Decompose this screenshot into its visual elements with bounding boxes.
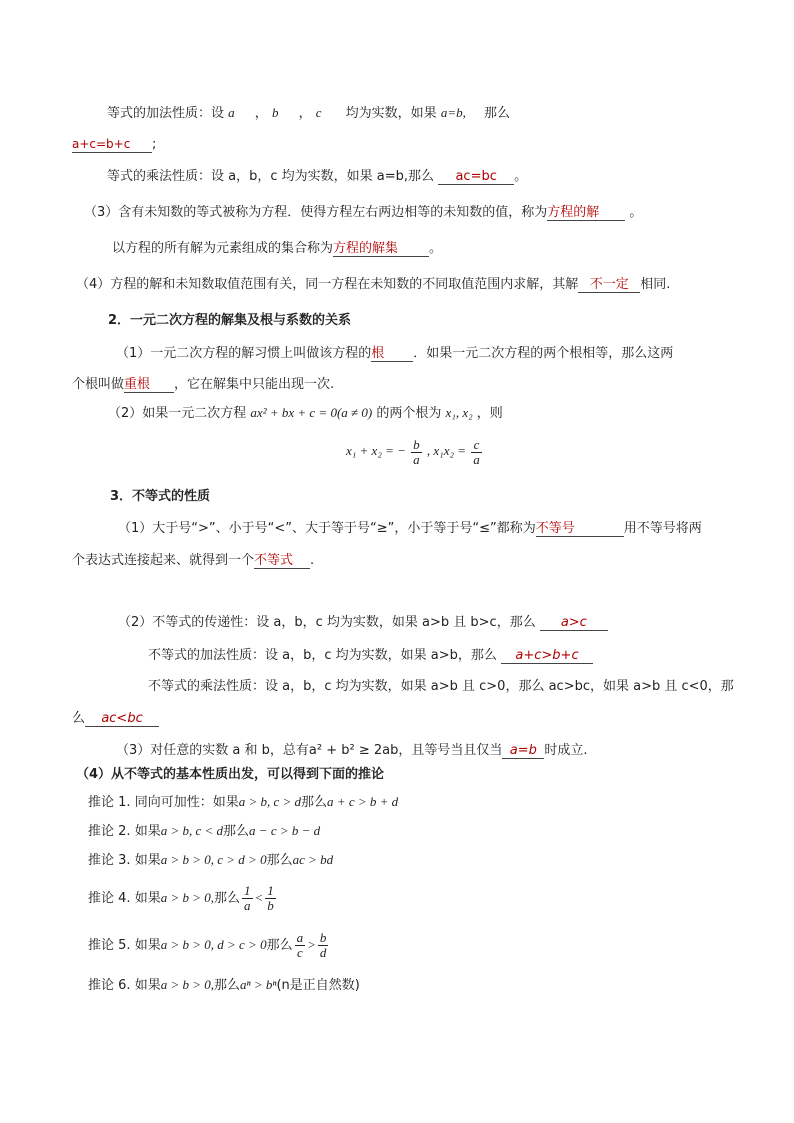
answer-blank: a+c=b+c (72, 137, 152, 153)
text: （3）含有未知数的等式被称为方程．使得方程左右两边相等的未知数的值，称为 (84, 205, 548, 220)
text: 那么 (266, 853, 293, 868)
text: 不等式的加法性质：设 a，b，c 均为实数，如果 a>b，那么 (148, 648, 497, 663)
text: （1）一元二次方程的解习惯上叫做该方程的 (116, 346, 372, 361)
solution-set-definition (112, 240, 442, 258)
text: 的两个根为 (376, 406, 442, 421)
text: 时成立. (544, 743, 588, 758)
double-root-definition (72, 376, 334, 394)
answer-blank: 不等式 (254, 553, 310, 569)
inequality-definition (72, 552, 314, 570)
text: ．如果一元二次方程的两个根相等，那么这两 (413, 346, 674, 361)
separator: ， (298, 106, 312, 121)
text: 个根叫做 (72, 377, 125, 392)
answer-blank: a+c>b+c (501, 648, 593, 664)
corollary-2 (88, 822, 320, 841)
corollary-label: 推论 1. (88, 795, 131, 810)
text: ，它在解集中只能出现一次. (174, 377, 335, 392)
answer-blank: ac<bc (85, 711, 159, 727)
corollary-label: 推论 4. (88, 891, 131, 906)
text: 等式的乘法性质：设 a，b，c 均为实数，如果 a=b,那么 (107, 169, 435, 184)
corollary-4 (88, 882, 278, 915)
text: 均为实数，如果 (345, 106, 437, 121)
note: (n是正自然数) (276, 978, 360, 993)
text: （3）对任意的实数 a 和 b，总有a² + b² ≥ 2ab，且等号当且仅当 (116, 743, 503, 758)
result: a + c > b + d (327, 794, 399, 809)
text: （4）方程的解和未知数取值范围有关，同一方程在未知数的不同取值范围内求解，其解 (76, 277, 579, 292)
equality-addition-answer-line (72, 136, 156, 154)
denominator: b (267, 898, 274, 913)
corollary-3 (88, 851, 333, 870)
roots: x₁, x₂ (445, 405, 473, 420)
text: （2）如果一元二次方程 (108, 406, 247, 421)
corollary-label: 推论 5. (88, 938, 131, 953)
condition: a > b, c > d (238, 794, 302, 809)
text: 那么 (266, 938, 293, 953)
numerator: 1 (267, 883, 274, 898)
corollary-label: 推论 3. (88, 853, 131, 868)
text: 如果 (134, 824, 161, 839)
corollary-6 (88, 976, 360, 995)
operator: > (307, 937, 316, 952)
product-of-roots: , x₁x₂ = (426, 443, 467, 458)
text: 那么 (223, 824, 250, 839)
text: 如果 (134, 853, 161, 868)
text: ，则 (476, 406, 503, 421)
sum-of-roots: x₁ + x₂ = − (346, 443, 406, 458)
inequality-symbols (118, 520, 702, 538)
am-gm-inequality (116, 742, 587, 760)
equation-definition (84, 204, 642, 222)
condition: a=b, (440, 105, 466, 120)
condition: a > b > 0, (160, 977, 214, 992)
fraction (318, 931, 329, 960)
text: 用不等号将两 (623, 521, 702, 536)
text: 相同. (640, 277, 671, 292)
inequality-addition-property (148, 647, 593, 665)
answer-blank: 根 (371, 346, 413, 362)
text: 同向可加性：如果 (134, 795, 239, 810)
answer-blank: 重根 (124, 377, 174, 393)
numerator: b (413, 436, 420, 452)
condition: a > b > 0, d > c > 0 (160, 937, 267, 952)
result: aⁿ > bⁿ (240, 977, 277, 992)
numerator: b (319, 930, 327, 945)
answer-blank: 不一定 (578, 277, 640, 293)
inequality-multiplication-answer (72, 710, 159, 728)
text: 么 (72, 711, 86, 726)
text: . (310, 553, 315, 568)
text: 如果 (134, 978, 161, 993)
denominator: a (473, 451, 480, 467)
var-c: c (315, 105, 322, 120)
solution-range-note (76, 276, 670, 294)
text: 那么 (214, 978, 241, 993)
text: 。 (429, 241, 443, 256)
answer-blank: a=b (502, 743, 544, 759)
fraction (411, 438, 422, 467)
vieta-formulas (346, 436, 484, 467)
answer-blank: 不等号 (536, 521, 624, 537)
var-a: a (228, 105, 235, 120)
fraction (471, 438, 482, 467)
result: ac > bd (292, 852, 334, 867)
denominator: c (296, 945, 303, 960)
corollary-label: 推论 2. (88, 824, 131, 839)
numerator: c (471, 438, 482, 453)
denominator: a (413, 451, 420, 467)
answer-blank: 方程的解集 (333, 241, 429, 257)
text: 如果 (134, 891, 161, 906)
corollary-1 (88, 793, 398, 812)
section-heading-3: 3．不等式的性质 (110, 489, 211, 504)
fraction (242, 884, 253, 913)
text: 以方程的所有解为元素组成的集合称为 (112, 241, 334, 256)
corollary-5 (88, 929, 330, 962)
result: a − c > b − d (249, 823, 321, 838)
text: （2）不等式的传递性：设 a，b，c 均为实数，如果 a>b 且 b>c，那么 (118, 615, 536, 630)
text: 。 (629, 205, 643, 220)
numerator: a (296, 930, 304, 945)
inequality-multiplication-property (148, 678, 734, 696)
quadratic-equation: ax² + bx + c = 0(a ≠ 0) (250, 405, 373, 420)
text: 那么 (484, 106, 511, 121)
text: 那么 (214, 891, 241, 906)
text: 。 (514, 169, 528, 184)
answer-blank: a>c (540, 615, 608, 631)
text: 不等式的乘法性质：设 a，b，c 均为实数，如果 a>b 且 c>0，那么 ac>bc，如果 a>b 且 c<0，那 (148, 679, 734, 694)
quadratic-roots-statement (108, 404, 503, 423)
numerator: 1 (244, 883, 251, 898)
text: 那么 (301, 795, 328, 810)
fraction (295, 931, 306, 960)
text: 个表达式连接起来、就得到一个 (72, 553, 255, 568)
text: （1）大于号“>”、小于号“<”、大于等于号“≥”，小于等于号“≤”都称为 (118, 521, 536, 536)
fraction (265, 884, 276, 913)
answer-blank: 方程的解 (547, 205, 625, 221)
condition: a > b, c < d (160, 823, 224, 838)
section-heading-2: 2．一元二次方程的解集及根与系数的关系 (108, 313, 352, 328)
denominator: d (319, 945, 327, 960)
transitivity-property (118, 614, 608, 632)
var-b: b (271, 105, 279, 120)
text: 如果 (134, 938, 161, 953)
condition: a > b > 0, c > d > 0 (160, 852, 267, 867)
corollary-label: 推论 6. (88, 978, 131, 993)
separator: ， (254, 106, 268, 121)
answer-blank: ac=bc (438, 169, 514, 185)
operator: < (254, 890, 264, 905)
condition: a > b > 0, (160, 890, 214, 905)
text: 等式的加法性质：设 (107, 106, 225, 121)
section-heading-4: （4）从不等式的基本性质出发，可以得到下面的推论 (76, 767, 385, 782)
equality-addition-property (107, 104, 510, 123)
equality-multiplication-property (107, 168, 527, 186)
text: ; (152, 137, 157, 152)
denominator: a (244, 898, 251, 913)
root-definition (116, 345, 673, 363)
